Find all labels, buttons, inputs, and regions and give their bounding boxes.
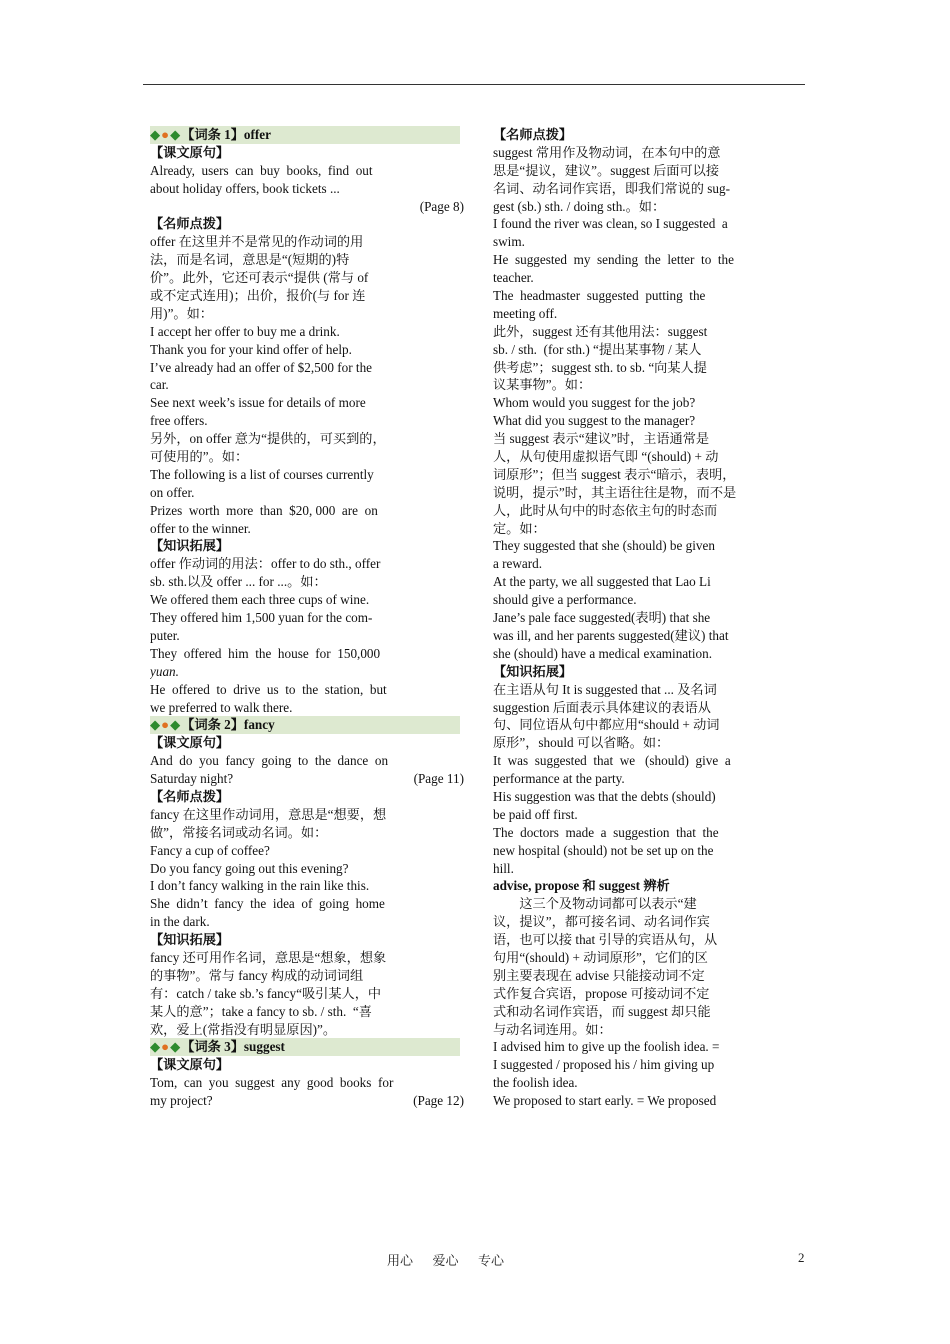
text-line: puter. (150, 627, 180, 643)
page-reference: (Page 8) (419, 198, 464, 214)
left-column (150, 126, 464, 1110)
section-label: 【课文原句】 (150, 1057, 230, 1073)
text-line: It was suggested that we (should) give a (493, 753, 731, 769)
text-line: 欢，爱上(常指没有明显原因)”。 (150, 1021, 337, 1037)
text-line: 说明，提示”时，其主语往往是物，而不是 (493, 484, 737, 500)
text-line: suggestion 后面表示具体建议的表语从 (493, 699, 711, 715)
text-line: should give a performance. (493, 592, 637, 608)
text-line: 议某事物”。如： (493, 377, 592, 393)
text-line: fancy 还可用作名词，意思是“想象，想象 (150, 949, 387, 965)
entry-heading-suggest: ◆●◆【词条 3】suggest (150, 1038, 460, 1056)
text-line: 法，而是名词，意思是“(短期的)特 (150, 252, 350, 268)
header-rule (143, 84, 805, 85)
text-line: Prizes worth more than $20, 000 are on (150, 502, 378, 518)
text-line: performance at the party. (493, 771, 625, 787)
text-line: 句、同位语从句中都应用“should + 动词 (493, 717, 720, 733)
text-line: 此外，suggest 还有其他用法：suggest (493, 323, 708, 339)
text-line: car. (150, 377, 169, 393)
text-line: He offered to drive us to the station, but (150, 681, 387, 697)
text-line: I advised him to give up the foolish idea. = (493, 1039, 720, 1055)
section-label: 【名师点拨】 (150, 788, 230, 804)
text-line: 名词、动名词作宾语，即我们常说的 sug- (493, 180, 731, 196)
section-label: 【知识拓展】 (150, 932, 230, 948)
text-line: suggest 常用作及物动词，在本句中的意 (493, 144, 721, 160)
text-line: yuan. (150, 663, 179, 679)
text-line: offer 在这里并不是常见的作动词的用 (150, 234, 364, 250)
text-line (150, 770, 464, 788)
text-line: on offer. (150, 484, 195, 500)
text-line: 语，也可以接 that 引导的宾语从句，从 (493, 932, 718, 948)
text-line: was ill, and her parents suggested(建议) that (493, 627, 729, 643)
text-line: They offered him 1,500 yuan for the com- (150, 610, 373, 626)
text-line: swim. (493, 234, 525, 250)
text-line: He suggested my sending the letter to the (493, 252, 734, 268)
text-line: about holiday offers, book tickets ... (150, 180, 340, 196)
text-line: I accept her offer to buy me a drink. (150, 323, 340, 339)
section-label: 【知识拓展】 (493, 663, 573, 679)
text-line: They offered him the house for 150,000 (150, 645, 381, 661)
text-line: She didn’t fancy the idea of going home (150, 896, 385, 912)
text-line: I found the river was clean, so I suggested a (493, 216, 728, 232)
text-line: They suggested that she (should) be given (493, 538, 715, 554)
text-line: Do you fancy going out this evening? (150, 860, 349, 876)
text-line: 有：catch / take sb.’s fancy“吸引某人，中 (150, 985, 382, 1001)
text-line: 做”，常接名词或动名词。如： (150, 824, 328, 840)
text-span: my project? (150, 1093, 213, 1109)
text-line: offer to the winner. (150, 520, 251, 536)
text-line: 原形”，should 可以省略。如： (493, 735, 670, 751)
text-line: gest (sb.) sth. / doing sth.。如： (493, 198, 666, 214)
text-line: sb. sth.以及 offer ... for ...。如： (150, 574, 327, 590)
text-line: 的事物”。常与 fancy 构成的动词词组 (150, 967, 364, 983)
text-line: be paid off first. (493, 806, 578, 822)
text-line: in the dark. (150, 914, 210, 930)
text-line: a reward. (493, 556, 543, 572)
text-line: 或不定式连用)；出价，报价(与 for 连 (150, 288, 366, 304)
text-line: fancy 在这里作动词用，意思是“想要，想 (150, 806, 387, 822)
text-line: Jane’s pale face suggested(表明) that she (493, 610, 711, 626)
text-line: meeting off. (493, 305, 558, 321)
text-line: I suggested / proposed his / him giving up (493, 1057, 715, 1073)
text-line: 用)”。如： (150, 305, 213, 321)
diamond-bullet-icon: ◆●◆ (150, 717, 182, 733)
text-line: At the party, we all suggested that Lao Li (493, 574, 711, 590)
text-line (150, 1092, 464, 1110)
right-column (493, 126, 807, 1110)
text-line: 供考虑”；suggest sth. to sb. “向某人提 (493, 359, 707, 375)
text-line: 与动名词连用。如： (493, 1021, 612, 1037)
text-line: she (should) have a medical examination. (493, 645, 712, 661)
page-number: 2 (798, 1250, 805, 1265)
text-line: 定。如： (493, 520, 546, 536)
text-line: Tom, can you suggest any good books for (150, 1075, 394, 1091)
text-line: 人，从句使用虚拟语气即 “(should) + 动 (493, 449, 719, 465)
text-line: 在主语从句 It is suggested that ... 及名词 (493, 681, 717, 697)
text-line: offer 作动词的用法：offer to do sth., offer (150, 556, 381, 572)
text-line: the foolish idea. (493, 1075, 578, 1091)
subheading: advise, propose 和 suggest 辨析 (493, 878, 670, 894)
page-reference: (Page 11) (413, 771, 464, 787)
text-line: I don’t fancy walking in the rain like this. (150, 878, 370, 894)
text-line: Thank you for your kind offer of help. (150, 341, 352, 357)
entry-heading-offer: ◆●◆【词条 1】offer (150, 126, 460, 144)
text-line: 思是“提议，建议”。suggest 后面可以接 (493, 162, 720, 178)
text-line: 某人的意”；take a fancy to sb. / sth. “喜 (150, 1003, 372, 1019)
text-line: The following is a list of courses currently (150, 466, 374, 482)
section-label: 【名师点拨】 (493, 127, 573, 142)
text-line: free offers. (150, 413, 208, 429)
section-label: 【课文原句】 (150, 144, 230, 160)
footer-motto: 用心 爱心 专心 (387, 1253, 505, 1268)
text-span: Saturday night? (150, 771, 234, 787)
text-line: See next week’s issue for details of more (150, 395, 366, 411)
text-line: We offered them each three cups of wine. (150, 592, 370, 608)
text-line: 这三个及物动词都可以表示“建 (493, 896, 697, 912)
text-line: 价”。此外，它还可表示“提供 (常与 of (150, 270, 369, 286)
text-line: 词原形”；但当 suggest 表示“暗示，表明， (493, 466, 736, 482)
text-line: we preferred to walk there. (150, 699, 293, 715)
text-line: Already, users can buy books, find out (150, 162, 373, 178)
text-line: sb. / sth. (for sth.) “提出某事物 / 某人 (493, 341, 702, 357)
text-line: 人，此时从句中的时态依主句的时态而 (493, 502, 718, 518)
text-line (150, 198, 464, 216)
text-line: Fancy a cup of coffee? (150, 842, 270, 858)
section-label: 【课文原句】 (150, 735, 230, 751)
text-line: 另外，on offer 意为“提供的，可买到的， (150, 431, 386, 447)
text-line: Whom would you suggest for the job? (493, 395, 696, 411)
section-label: 【知识拓展】 (150, 538, 230, 554)
text-line: I’ve already had an offer of $2,500 for the (150, 359, 373, 375)
text-line: teacher. (493, 270, 534, 286)
text-line: 当 suggest 表示“建议”时，主语通常是 (493, 431, 710, 447)
text-line: 式和动名词作宾语，而 suggest 却只能 (493, 1003, 711, 1019)
text-line: His suggestion was that the debts (should) (493, 788, 716, 804)
text-line: 可使用的”。如： (150, 449, 249, 465)
diamond-bullet-icon: ◆●◆ (150, 1039, 182, 1055)
text-line: 议，提议”，都可接名词、动名词作宾 (493, 914, 710, 930)
page-reference: (Page 12) (413, 1093, 464, 1109)
text-line: And do you fancy going to the dance on (150, 753, 389, 769)
text-line: The doctors made a suggestion that the (493, 824, 719, 840)
text-line: 式作复合宾语，propose 可接动词不定 (493, 985, 710, 1001)
text-line: new hospital (should) not be set up on the (493, 842, 714, 858)
text-line: 别主要表现在 advise 只能接动词不定 (493, 967, 705, 983)
entry-heading-fancy: ◆●◆【词条 2】fancy (150, 716, 460, 734)
section-label: 【名师点拨】 (150, 216, 230, 232)
text-line: 句用“(should) + 动词原形”，它们的区 (493, 949, 708, 965)
text-line: What did you suggest to the manager? (493, 413, 696, 429)
text-line: hill. (493, 860, 514, 876)
diamond-bullet-icon: ◆●◆ (150, 127, 182, 142)
text-line: The headmaster suggested putting the (493, 288, 706, 304)
text-line: We proposed to start early. = We proposed (493, 1093, 717, 1109)
